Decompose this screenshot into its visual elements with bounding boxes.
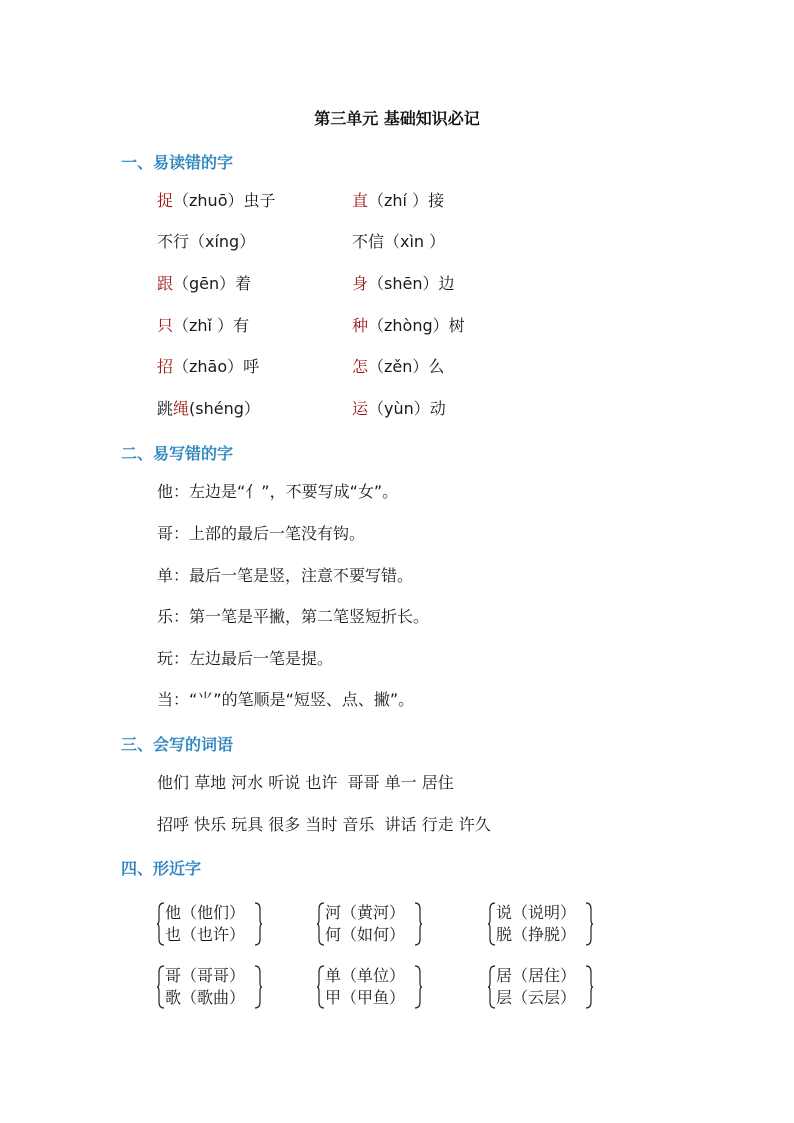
similar-pair-2 — [317, 901, 437, 947]
pair-top: 单（单位） — [325, 966, 406, 985]
read-char: 只 — [157, 316, 174, 335]
read-rest: 么 — [428, 357, 445, 376]
right-brace-icon — [585, 964, 593, 1010]
similar-pair-4 — [157, 964, 277, 1010]
pair-bottom: 也（也许） — [165, 925, 246, 944]
write-item-4: 乐：第一笔是平撇，第二笔竖短折长。 — [157, 607, 430, 626]
left-brace-icon — [317, 901, 325, 947]
right-brace-icon — [414, 964, 422, 1010]
read-char: 怎 — [352, 357, 369, 376]
read-pinyin: （shēn） — [368, 274, 439, 293]
pair-bottom: 歌（歌曲） — [165, 988, 246, 1007]
pair-top: 河（黄河） — [325, 903, 406, 922]
read-item-2 — [352, 191, 444, 211]
read-rest: 接 — [428, 191, 445, 210]
page-title: 第三单元 基础知识必记 — [314, 109, 480, 128]
write-item-2: 哥：上部的最后一笔没有钩。 — [157, 524, 366, 543]
section-heading-1: 一、易读错的字 — [121, 153, 234, 172]
pair-top: 居（居住） — [496, 966, 577, 985]
read-pinyin: （zhòng） — [368, 316, 449, 335]
words-line-2: 招呼 快乐 玩具 很多 当时 音乐 讲话 行走 许久 — [157, 815, 491, 834]
read-pinyin: 不信（xìn ） — [352, 232, 446, 251]
left-brace-icon — [488, 964, 496, 1010]
read-item-5 — [157, 274, 251, 294]
words-line-1: 他们 草地 河水 听说 也许 哥哥 单一 居住 — [157, 773, 454, 792]
pair-top: 哥（哥哥） — [165, 966, 246, 985]
read-item-11 — [157, 399, 260, 419]
read-char-2: 绳 — [173, 399, 190, 418]
read-char: 运 — [352, 399, 369, 418]
read-char: 跟 — [157, 274, 174, 293]
read-pinyin: （gēn） — [173, 274, 236, 293]
right-brace-icon — [585, 901, 593, 947]
write-item-5: 玩：左边最后一笔是提。 — [157, 649, 334, 668]
read-item-4 — [352, 232, 445, 252]
read-rest: 边 — [438, 274, 455, 293]
pair-bottom: 层（云层） — [496, 988, 577, 1007]
read-rest: 树 — [448, 316, 465, 335]
section-heading-4: 四、形近字 — [121, 859, 202, 878]
read-item-10 — [352, 357, 444, 377]
read-pinyin: （zěn） — [368, 357, 429, 376]
read-item-6 — [352, 274, 455, 294]
pair-bottom: 甲（甲鱼） — [325, 988, 406, 1007]
write-item-1: 他：左边是“亻”，不要写成“女”。 — [157, 482, 399, 501]
read-pinyin: （yùn） — [368, 399, 430, 418]
read-pinyin: （zhǐ ） — [173, 316, 234, 335]
left-brace-icon — [157, 901, 165, 947]
read-rest: 有 — [233, 316, 250, 335]
read-item-7 — [157, 316, 249, 336]
read-pinyin: （zhuō） — [173, 191, 244, 210]
pair-top: 他（他们） — [165, 903, 246, 922]
pair-bottom: 脱（挣脱） — [496, 925, 577, 944]
read-item-1 — [157, 191, 276, 211]
read-pinyin: 不行（xíng） — [157, 232, 256, 251]
pair-bottom: 何（如何） — [325, 925, 406, 944]
left-brace-icon — [317, 964, 325, 1010]
read-item-8 — [352, 316, 465, 336]
right-brace-icon — [254, 901, 262, 947]
read-pinyin: (shéng） — [189, 399, 260, 418]
pair-top: 说（说明） — [496, 903, 577, 922]
right-brace-icon — [414, 901, 422, 947]
read-char: 捉 — [157, 191, 174, 210]
right-brace-icon — [254, 964, 262, 1010]
read-char: 直 — [352, 191, 369, 210]
left-brace-icon — [488, 901, 496, 947]
read-rest: 虫子 — [243, 191, 276, 210]
similar-pair-6 — [488, 964, 608, 1010]
read-char: 身 — [352, 274, 369, 293]
read-pinyin: （zhāo） — [173, 357, 244, 376]
read-rest: 动 — [429, 399, 446, 418]
read-rest: 呼 — [243, 357, 260, 376]
read-char: 招 — [157, 357, 174, 376]
read-item-9 — [157, 357, 259, 377]
read-char: 种 — [352, 316, 369, 335]
similar-pair-5 — [317, 964, 437, 1010]
write-item-6: 当：“⺌”的笔顺是“短竖、点、撇”。 — [157, 690, 415, 709]
read-char: 跳 — [157, 399, 174, 418]
read-item-12 — [352, 399, 446, 419]
read-pinyin: （zhí ） — [368, 191, 429, 210]
similar-pair-3 — [488, 901, 608, 947]
write-item-3: 单：最后一笔是竖，注意不要写错。 — [157, 566, 414, 585]
section-heading-2: 二、易写错的字 — [121, 444, 234, 463]
similar-pair-1 — [157, 901, 277, 947]
read-item-3 — [157, 232, 255, 252]
section-heading-3: 三、会写的词语 — [121, 735, 234, 754]
left-brace-icon — [157, 964, 165, 1010]
read-rest: 着 — [235, 274, 252, 293]
